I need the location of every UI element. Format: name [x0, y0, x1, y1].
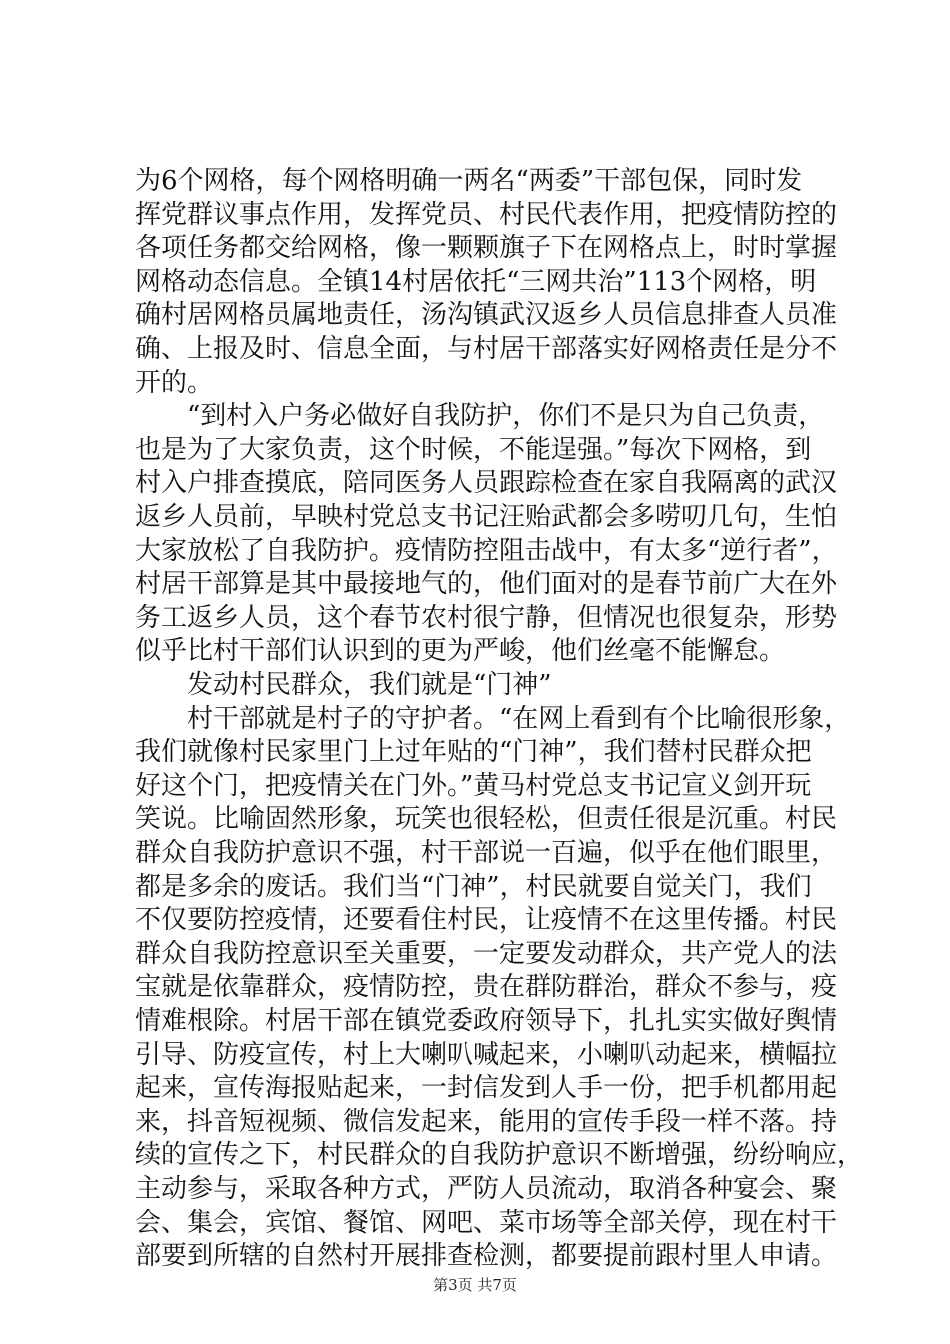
body-line: 群众自我防控意识至关重要，一定要发动群众，共产党人的法	[135, 939, 838, 969]
body-line: 挥党群议事点作用，发挥党员、村民代表作用，把疫情防控的	[135, 200, 838, 230]
body-line: 会、集会，宾馆、餐馆、网吧、菜市场等全部关停，现在村干	[135, 1208, 838, 1238]
body-line: 我们就像村民家里门上过年贴的“门神”，我们替村民群众把	[135, 737, 812, 767]
body-line: 来，抖音短视频、微信发起来，能用的宣传手段一样不落。持	[135, 1107, 838, 1137]
body-line: 村干部就是村子的守护者。“在网上看到有个比喻很形象，	[187, 704, 851, 734]
body-line: 各项任务都交给网格，像一颗颗旗子下在网格点上，时时掌握	[135, 233, 838, 263]
page-footer: 第3页 共7页	[433, 1276, 517, 1294]
body-line: 引导、防疫宣传，村上大喇叭喊起来，小喇叭动起来，横幅拉	[135, 1040, 838, 1070]
body-line: 好这个门，把疫情关在门外。”黄马村党总支书记宣义剑开玩	[135, 771, 812, 801]
body-line: 不仅要防控疫情，还要看住村民，让疫情不在这里传播。村民	[135, 905, 838, 935]
body-line: 务工返乡人员，这个春节农村很宁静，但情况也很复杂，形势	[135, 603, 838, 633]
body-line: 村居干部算是其中最接地气的，他们面对的是春节前广大在外	[135, 569, 838, 599]
body-line: 情难根除。村居干部在镇党委政府领导下，扎扎实实做好舆情	[135, 1006, 838, 1036]
body-line: 似乎比村干部们认识到的更为严峻，他们丝毫不能懈怠。	[135, 636, 786, 666]
body-line: 宝就是依靠群众，疫情防控，贵在群防群治，群众不参与，疫	[135, 972, 838, 1002]
body-line: 开的。	[135, 368, 214, 398]
body-line: 村入户排查摸底，陪同医务人员跟踪检查在家自我隔离的武汉	[135, 468, 838, 498]
body-line: 确、上报及时、信息全面，与村居干部落实好网格责任是分不	[135, 334, 838, 364]
body-line: 为6个网格，每个网格明确一两名“两委”干部包保，同时发	[135, 166, 803, 196]
section-heading: 发动村民群众，我们就是“门神”	[187, 670, 552, 700]
body-line: 网格动态信息。全镇14村居依托“三网共治”113个网格，明	[135, 267, 817, 297]
body-line: 都是多余的废话。我们当“门神”，村民就要自觉关门，我们	[135, 872, 812, 902]
body-line: 笑说。比喻固然形象，玩笑也很轻松，但责任很是沉重。村民	[135, 804, 838, 834]
body-line: 续的宣传之下，村民群众的自我防护意识不断增强，纷纷响应，	[135, 1140, 864, 1170]
body-line: 也是为了大家负责，这个时候，不能逞强。”每次下网格，到	[135, 435, 812, 465]
body-line: 部要到所辖的自然村开展排查检测，都要提前跟村里人申请。	[135, 1241, 838, 1271]
body-line: 大家放松了自我防护。疫情防控阻击战中，有太多“逆行者”，	[135, 536, 838, 566]
body-line: 起来，宣传海报贴起来，一封信发到人手一份，把手机都用起	[135, 1073, 838, 1103]
body-line: 主动参与，采取各种方式，严防人员流动，取消各种宴会、聚	[135, 1174, 838, 1204]
body-line: 返乡人员前，早映村党总支书记汪贻武都会多唠叨几句，生怕	[135, 502, 838, 532]
body-line: “到村入户务必做好自我防护，你们不是只为自己负责，	[187, 401, 825, 431]
body-line: 确村居网格员属地责任，汤沟镇武汉返乡人员信息排查人员准	[135, 300, 838, 330]
body-line: 群众自我防护意识不强，村干部说一百遍，似乎在他们眼里，	[135, 838, 838, 868]
